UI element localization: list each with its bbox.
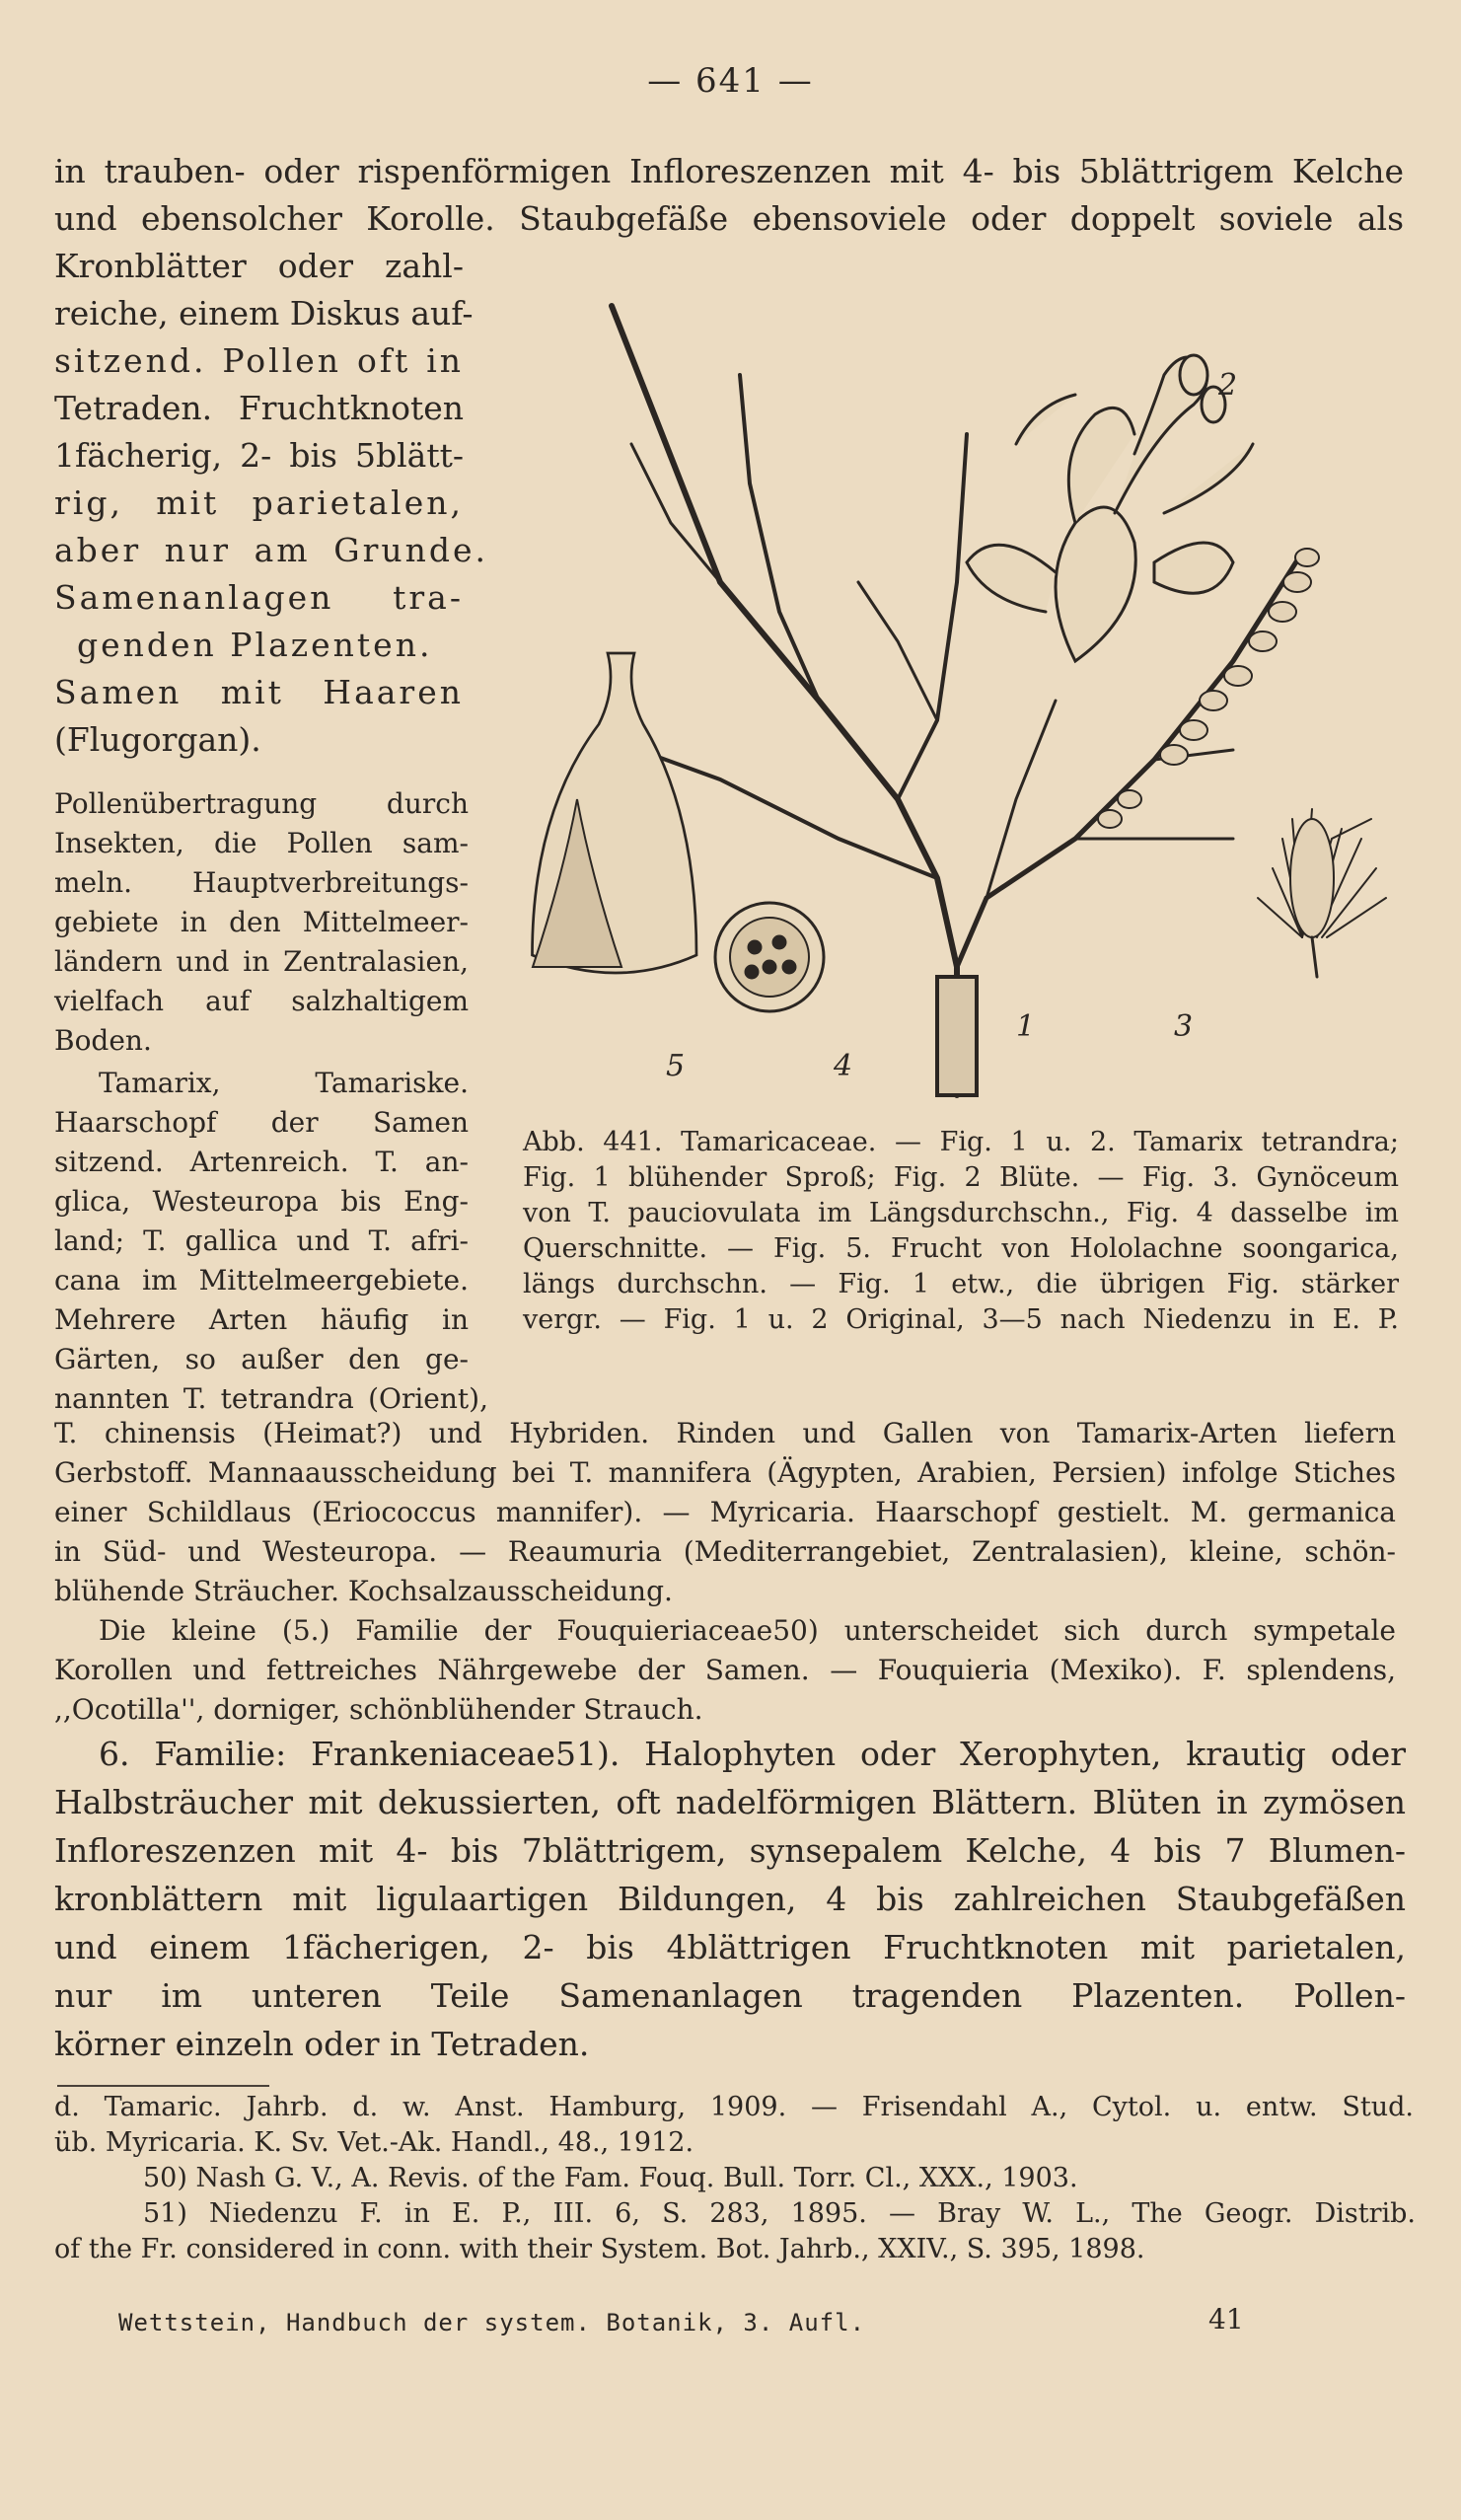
- left-small-line: ländern und in Zentralasien,: [54, 945, 469, 978]
- left-col-line: 1fächerig, 2- bis 5blätt-: [54, 436, 464, 475]
- left-col-line: genden Plazenten.: [77, 626, 433, 664]
- footer-book-title: Wettstein, Handbuch der system. Botanik, 3. Aufl.: [118, 2309, 866, 2336]
- figure-label-5: 5: [666, 1049, 686, 1083]
- body-small-line: T. chinensis (Heimat?) und Hybriden. Rinden und Gallen von Tamarix-Arten liefern: [54, 1417, 1396, 1449]
- family6-line: Halbsträucher mit dekussierten, oft nadelförmigen Blättern. Blüten in zymösen: [54, 1783, 1406, 1821]
- figure-label-4: 4: [834, 1049, 853, 1083]
- left-col-line: reiche, einem Diskus auf-: [54, 294, 474, 333]
- body-small-line: einer Schildlaus (Eriococcus mannifer). — Myricaria. Haarschopf gestielt. M. germanica: [54, 1496, 1396, 1528]
- left-small-line: vielfach auf salzhaltigem: [54, 985, 469, 1017]
- family6-line: körner einzeln oder in Tetraden.: [54, 2025, 590, 2063]
- left-small-line: Haarschopf der Samen: [54, 1106, 469, 1139]
- family6-line: und einem 1fächerigen, 2- bis 4blättrigen Fruchtknoten mit parietalen,: [54, 1928, 1406, 1966]
- left-col-line: Samenanlagen tra-: [54, 578, 464, 617]
- left-small-line: Tamarix, Tamariske.: [99, 1067, 469, 1099]
- left-col-line: Samen mit Haaren: [54, 673, 464, 711]
- fig2-flower: [967, 355, 1253, 661]
- caption-line: längs durchschn. — Fig. 1 etw., die übrigen Fig. stärker: [523, 1269, 1399, 1299]
- body-small-line: Gerbstoff. Mannaausscheidung bei T. mannifera (Ägypten, Arabien, Persien) infolge Stiches: [54, 1456, 1396, 1489]
- footnote-line: üb. Myricaria. K. Sv. Vet.-Ak. Handl., 48., 1912.: [54, 2127, 694, 2158]
- figure-label-3: 3: [1174, 1009, 1194, 1044]
- left-col-line: Kronblätter oder zahl-: [54, 247, 464, 285]
- body-small-line: blühende Sträucher. Kochsalzausscheidung.: [54, 1575, 673, 1607]
- intro-line: und ebensolcher Korolle. Staubgefäße ebensoviele oder doppelt soviele als: [54, 199, 1404, 238]
- left-small-line: Insekten, die Pollen sam-: [54, 827, 469, 859]
- left-small-line: nannten T. tetrandra (Orient),: [54, 1382, 488, 1415]
- left-small-line: Mehrere Arten häufig in: [54, 1303, 469, 1336]
- intro-line: in trauben- oder rispenförmigen Infloreszenzen mit 4- bis 5blättrigem Kelche: [54, 152, 1404, 190]
- left-col-line: Tetraden. Fruchtknoten: [54, 389, 464, 427]
- fig4-cross-section: [715, 903, 824, 1011]
- figure-label-1: 1: [1016, 1009, 1036, 1044]
- figure-label-2: 2: [1218, 368, 1238, 403]
- caption-line: von T. pauciovulata im Längsdurchschn., Fig. 4 dasselbe im: [523, 1198, 1399, 1228]
- figure-tamaricaceae: [523, 286, 1391, 1105]
- footer-sheet-number: 41: [1208, 2303, 1244, 2335]
- fig5-fruit: [533, 653, 697, 973]
- footnote-divider: [57, 2085, 269, 2087]
- page-number: — 641 —: [647, 61, 814, 101]
- left-small-line: glica, Westeuropa bis Eng-: [54, 1185, 469, 1218]
- left-col-line: rig, mit parietalen,: [54, 483, 464, 522]
- family6-line: nur im unteren Teile Samenanlagen tragenden Plazenten. Pollen-: [54, 1976, 1406, 2015]
- family6-line: 6. Familie: Frankeniaceae51). Halophyten oder Xerophyten, krautig oder: [99, 1735, 1406, 1773]
- caption-line: Abb. 441. Tamaricaceae. — Fig. 1 u. 2. Tamarix tetrandra;: [523, 1127, 1399, 1157]
- footnote-line: 51) Niedenzu F. in E. P., III. 6, S. 283, 1895. — Bray W. L., The Geogr. Distrib.: [143, 2198, 1416, 2229]
- left-col-line: sitzend. Pollen oft in: [54, 341, 464, 380]
- left-col-line: (Flugorgan).: [54, 720, 261, 759]
- left-small-line: Pollenübertragung durch: [54, 787, 469, 820]
- footnote-line: of the Fr. considered in conn. with their System. Bot. Jahrb., XXIV., S. 395, 1898.: [54, 2234, 1145, 2264]
- family6-line: kronblättern mit ligulaartigen Bildungen, 4 bis zahlreichen Staubgefäßen: [54, 1880, 1406, 1918]
- caption-line: Fig. 1 blühender Sproß; Fig. 2 Blüte. — Fig. 3. Gynöceum: [523, 1162, 1399, 1193]
- left-small-line: meln. Hauptverbreitungs-: [54, 866, 469, 899]
- family6-line: Infloreszenzen mit 4- bis 7blättrigem, synsepalem Kelche, 4 bis 7 Blumen-: [54, 1831, 1406, 1870]
- left-small-line: Boden.: [54, 1024, 152, 1057]
- caption-line: Querschnitte. — Fig. 5. Frucht von Hololachne soongarica,: [523, 1233, 1399, 1264]
- fig3-gynoeceum: [1258, 809, 1386, 977]
- body-small-line: ,,Ocotilla'', dorniger, schönblühender Strauch.: [54, 1693, 703, 1726]
- body-small-line: Korollen und fettreiches Nährgewebe der Samen. — Fouquieria (Mexiko). F. splendens,: [54, 1654, 1396, 1686]
- left-small-line: sitzend. Artenreich. T. an-: [54, 1146, 469, 1178]
- figure-caption: [523, 1125, 1399, 1338]
- body-small-line: Die kleine (5.) Familie der Fouquieriaceae50) unterscheidet sich durch sympetale: [99, 1614, 1396, 1647]
- left-small-line: land; T. gallica und T. afri-: [54, 1224, 469, 1257]
- body-small-line: in Süd- und Westeuropa. — Reaumuria (Mediterrangebiet, Zentralasien), kleine, schön-: [54, 1535, 1396, 1568]
- caption-line: vergr. — Fig. 1 u. 2 Original, 3—5 nach Niedenzu in E. P.: [523, 1304, 1399, 1335]
- footnote-line: d. Tamaric. Jahrb. d. w. Anst. Hamburg, 1909. — Frisendahl A., Cytol. u. entw. Stud.: [54, 2092, 1414, 2122]
- left-col-line: aber nur am Grunde.: [54, 531, 488, 569]
- footnote-line: 50) Nash G. V., A. Revis. of the Fam. Fouq. Bull. Torr. Cl., XXX., 1903.: [143, 2163, 1078, 2193]
- left-small-line: Gärten, so außer den ge-: [54, 1343, 469, 1375]
- left-small-line: gebiete in den Mittelmeer-: [54, 906, 469, 938]
- left-small-line: cana im Mittelmeergebiete.: [54, 1264, 469, 1297]
